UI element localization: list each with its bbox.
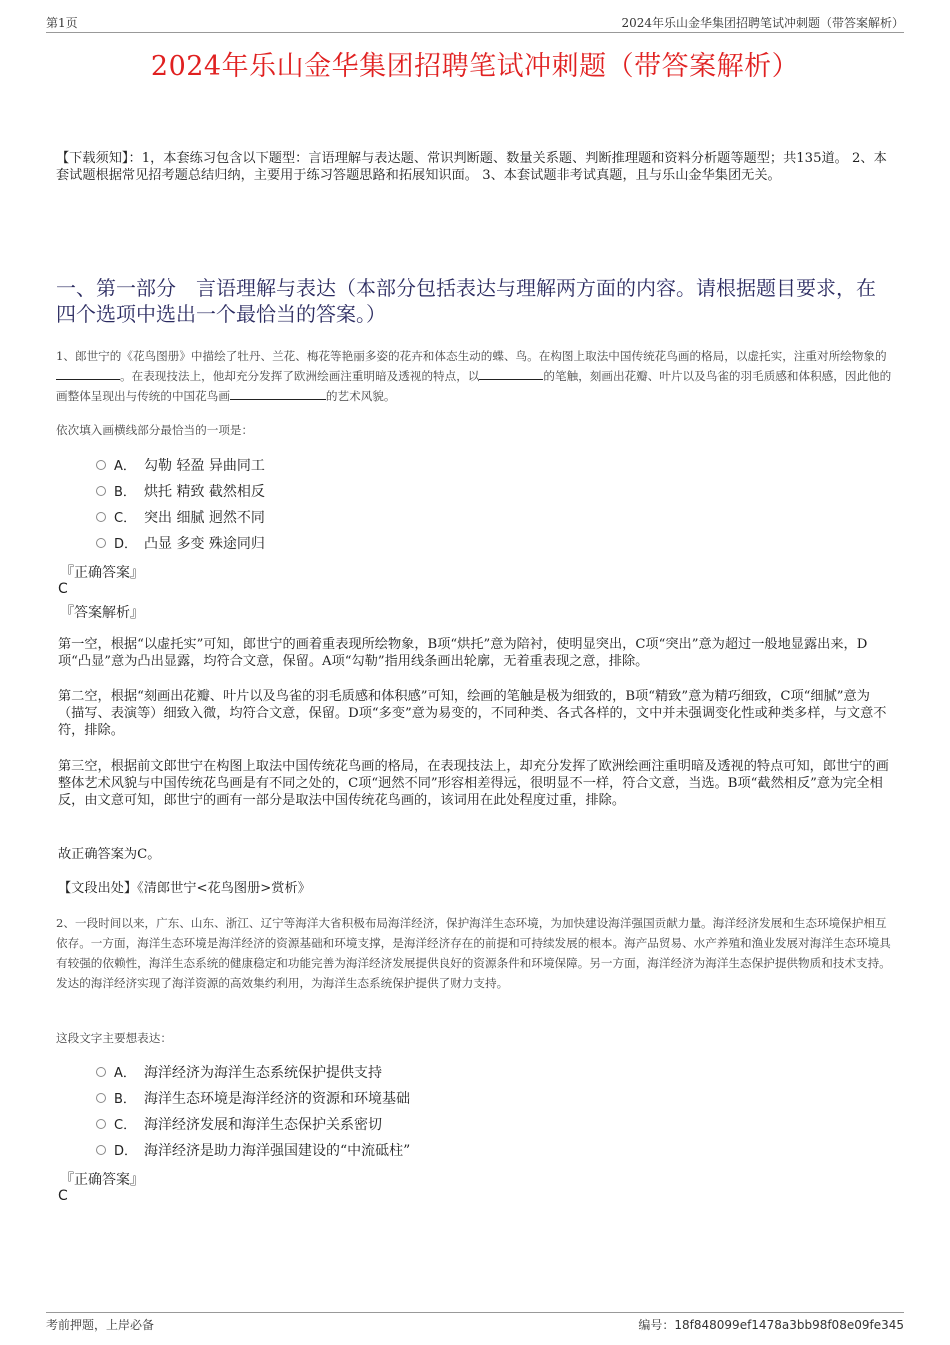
q1-answer-label: 『正确答案』 bbox=[60, 565, 144, 581]
radio-icon[interactable] bbox=[96, 460, 106, 470]
radio-icon[interactable] bbox=[96, 538, 106, 548]
radio-icon[interactable] bbox=[96, 1067, 106, 1077]
q1-analysis-para-2: 第二空，根据“刻画出花瓣、叶片以及鸟雀的羽毛质感和体积感”可知，绘画的笔触是极为细致的，B项“精致”意为精巧细致，C项“细腻”意为（描写、表演等）细致入微，均符合文意，保留。D项“多变”意为易变的，不同种类、各式各样的，文中并未强调变化性或种类多样，与文意不符，排除。 bbox=[58, 689, 887, 738]
q1-analysis-para-3: 第三空，根据前文郎世宁在构图上取法中国传统花鸟画的格局，在表现技法上，却充分发挥了欧洲绘画注重明暗及透视的特点可知，郎世宁的画整体艺术风貌与中国传统花鸟画是有不同之处的，C项“迥然不同”形容相差得远，很明显不一样，符合文意，当选。B项“截然相反”意为完全相反，由文意可知，郎世宁的画有一部分是取法中国传统花鸟画的，该词用在此处程度过重，排除。 bbox=[58, 759, 889, 808]
radio-icon[interactable] bbox=[96, 512, 106, 522]
download-notice: 【下载须知】：1，本套练习包含以下题型：言语理解与表达题、常识判断题、数量关系题、判断推理题和资料分析题等题型；共135道。 2、本套试题根据常见招考题总结归纳，主要用于练习答题思路和拓展知识面。 3、本套试题非考试真题，且与乐山金华集团无关。 bbox=[56, 151, 887, 183]
q1-analysis-para-1: 第一空，根据“以虚托实”可知，郎世宁的画着重表现所绘物象，B项“烘托”意为陪衬，使明显突出，C项“突出”意为超过一般地显露出来，D项“凸显”意为凸出显露，均符合文意，保留。A项“勾勒”指用线条画出轮廓，无着重表现之意，排除。 bbox=[58, 637, 868, 669]
q2-option-d[interactable]: D． 海洋经济是助力海洋强国建设的“中流砥柱” bbox=[96, 1141, 410, 1161]
q1-analysis-label: 『答案解析』 bbox=[60, 605, 144, 621]
radio-icon[interactable] bbox=[96, 1145, 106, 1155]
q1-answer: C bbox=[58, 581, 68, 597]
q2-answer: C bbox=[58, 1188, 68, 1204]
document-title: 2024年乐山金华集团招聘笔试冲刺题（带答案解析） bbox=[150, 51, 800, 82]
q1-analysis-conclusion: 故正确答案为C。 bbox=[58, 847, 161, 862]
blank-3 bbox=[230, 387, 326, 400]
question-1-text: 1、郎世宁的《花鸟图册》中描绘了牡丹、兰花、梅花等艳丽多姿的花卉和体态生动的蝶、鸟。在构图上取法中国传统花鸟画的格局，以虚托实，注重对所绘物象的。在表现技法上，他却充分发挥了欧洲绘画注重明暗及透视的特点，以 的笔触，刻画出花瓣、叶片以及鸟雀的羽毛质感和体积感，因此他的画整体呈现出与传统的中国花鸟画 的艺术风貌。 bbox=[56, 349, 892, 403]
radio-icon[interactable] bbox=[96, 486, 106, 496]
blank-1 bbox=[56, 367, 120, 380]
radio-icon[interactable] bbox=[96, 1093, 106, 1103]
question-1-prompt: 依次填入画横线部分最恰当的一项是： bbox=[56, 423, 254, 437]
q1-option-a[interactable]: A． 勾勒 轻盈 异曲同工 bbox=[96, 456, 265, 476]
q2-option-b[interactable]: B． 海洋生态环境是海洋经济的资源和环境基础 bbox=[96, 1089, 410, 1109]
q2-answer-label: 『正确答案』 bbox=[60, 1172, 144, 1188]
q2-option-c[interactable]: C． 海洋经济发展和海洋生态保护关系密切 bbox=[96, 1115, 382, 1135]
question-2-prompt: 这段文字主要想表达： bbox=[56, 1031, 172, 1045]
q1-option-b[interactable]: B． 烘托 精致 截然相反 bbox=[96, 482, 265, 502]
q2-option-a[interactable]: A． 海洋经济为海洋生态系统保护提供支持 bbox=[96, 1063, 382, 1083]
q1-option-d[interactable]: D． 凸显 多变 殊途同归 bbox=[96, 534, 265, 554]
q1-option-c[interactable]: C． 突出 细腻 迥然不同 bbox=[96, 508, 265, 528]
radio-icon[interactable] bbox=[96, 1119, 106, 1129]
footer-code: 编号：18f848099ef1478a3bb98f08e09fe345 bbox=[638, 1318, 904, 1332]
page-footer bbox=[46, 1312, 904, 1333]
page-header bbox=[46, 14, 904, 33]
footer-slogan: 考前押题，上岸必备 bbox=[46, 1318, 155, 1332]
page-number: 第1页 bbox=[46, 16, 78, 30]
section-heading: 一、第一部分 言语理解与表达（本部分包括表达与理解两方面的内容。请根据题目要求，在四个选项中选出一个最恰当的答案。） bbox=[56, 276, 876, 326]
question-2-text: 2、一段时间以来，广东、山东、浙江、辽宁等海洋大省积极布局海洋经济，保护海洋生态环境，为加快建设海洋强国贡献力量。海洋经济发展和生态环境保护相互依存。一方面，海洋生态环境是海洋经济的资源基础和环境支撑，是海洋经济存在的前提和可持续发展的根本。海产品贸易、水产养殖和渔业发展对海洋生态环境具有较强的依赖性，海洋生态系统的健康稳定和功能完善为海洋经济发展提供良好的资源条件和环境保障。另一方面，海洋经济为海洋生态保护提供物质和技术支持。发达的海洋经济实现了海洋资源的高效集约利用，为海洋生态系统保护提供了财力支持。 bbox=[56, 916, 891, 990]
q1-source: 【文段出处】《清郎世宁<花鸟图册>赏析》 bbox=[58, 881, 311, 896]
blank-2 bbox=[479, 367, 543, 380]
header-doc-title: 2024年乐山金华集团招聘笔试冲刺题（带答案解析） bbox=[621, 16, 904, 30]
